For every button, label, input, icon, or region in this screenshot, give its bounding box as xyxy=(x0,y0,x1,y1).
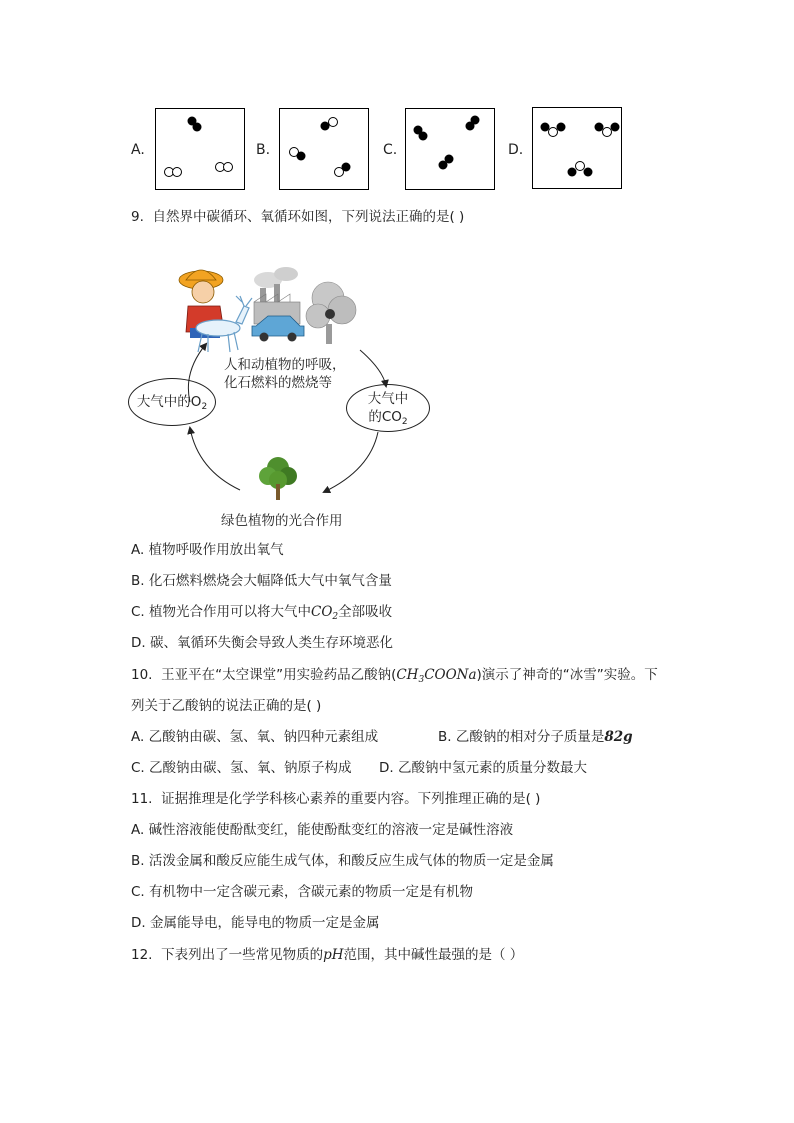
q10-option-d[interactable]: D. 乙酸钠中氢元素的质量分数最大 xyxy=(379,760,587,776)
option-d-box xyxy=(532,107,622,189)
tree-animal-icon xyxy=(306,282,356,344)
option-a-box xyxy=(155,108,245,190)
q11-option-c[interactable]: C. 有机物中一定含碳元素，含碳元素的物质一定是有机物 xyxy=(131,884,474,900)
molecule-diagram-a xyxy=(156,109,244,189)
q11-option-a[interactable]: A. 碱性溶液能使酚酞变红，能使酚酞变红的溶液一定是碱性溶液 xyxy=(131,822,514,838)
molecule-diagram-b xyxy=(280,109,368,189)
option-c-label: C. xyxy=(383,142,398,158)
q9-option-d[interactable]: D. 碳、氧循环失衡会导致人类生存环境恶化 xyxy=(131,635,393,651)
q12-stem: 12. 下表列出了一些常见物质的pH范围，其中碱性最强的是（ ） xyxy=(131,947,524,963)
option-a-label: A. xyxy=(131,142,145,158)
q11-number: 11. xyxy=(131,791,153,807)
q10-option-a[interactable]: A. 乙酸钠由碳、氢、氧、钠四种元素组成 xyxy=(131,729,379,745)
q9-option-b[interactable]: B. 化石燃料燃烧会大幅降低大气中氧气含量 xyxy=(131,573,392,589)
o2-ellipse: 大气中的$O_2$ xyxy=(128,378,216,426)
option-b-box xyxy=(279,108,369,190)
q10-stem: 10. 王亚平在“太空课堂”用实验药品乙酸钠$(CH_3COONa)$演示了神奇的“冰雪”实验。下 xyxy=(131,667,658,685)
q9-stem xyxy=(131,208,464,226)
q10-stem-line2: 列关于乙酸钠的说法正确的是( ) xyxy=(131,698,322,714)
option-d-label: D. xyxy=(508,142,524,158)
q9-option-c[interactable]: C. 植物光合作用可以将大气中$CO_2$全部吸收 xyxy=(131,604,393,622)
q10-option-c[interactable]: C. 乙酸钠由碳、氢、氧、钠原子构成 xyxy=(131,760,352,776)
q9-stem-text: 自然界中碳循环、氧循环如图，下列说法正确的是( ) xyxy=(152,209,465,225)
green-tree-icon xyxy=(259,457,297,500)
photosynthesis-label: 绿色植物的光合作用 xyxy=(221,513,343,529)
co2-formula: CO xyxy=(311,604,333,620)
co2-label-line2: 的$CO_2$ xyxy=(368,409,408,427)
molecule-diagram-d xyxy=(533,108,621,190)
q11-option-b[interactable]: B. 活泼金属和酸反应能生成气体，和酸反应生成气体的物质一定是金属 xyxy=(131,853,554,869)
q11-stem: 11. 证据推理是化学学科核心素养的重要内容。下列推理正确的是( ) xyxy=(131,791,541,807)
arrow-to-o2 xyxy=(190,428,240,490)
sodium-acetate-formula: CH xyxy=(396,667,419,683)
o2-label: 大气中的O xyxy=(136,394,202,410)
molecule-diagram-c xyxy=(406,109,494,189)
q9-option-a[interactable]: A. 植物呼吸作用放出氧气 xyxy=(131,542,284,558)
q11-option-d[interactable]: D. 金属能导电，能导电的物质一定是金属 xyxy=(131,915,380,931)
option-c-box xyxy=(405,108,495,190)
q10-option-b[interactable]: B. 乙酸钠的相对分子质量是82g xyxy=(438,729,633,745)
arrow-to-photosynthesis xyxy=(324,432,378,492)
q12-number: 12. xyxy=(131,947,153,963)
deer-icon xyxy=(196,296,252,352)
carbon-oxygen-cycle-diagram xyxy=(128,262,438,534)
q10-number: 10. xyxy=(131,667,153,683)
respiration-label: 人和动植物的呼吸， 化石燃料的燃烧等 xyxy=(224,357,346,391)
factory-icon xyxy=(254,267,300,324)
co2-ellipse xyxy=(346,384,430,432)
arrow-to-co2 xyxy=(360,350,386,386)
q9-number: 9. xyxy=(131,209,144,225)
co2-label-line1: 大气中 xyxy=(367,391,409,407)
option-b-label: B. xyxy=(256,142,271,158)
